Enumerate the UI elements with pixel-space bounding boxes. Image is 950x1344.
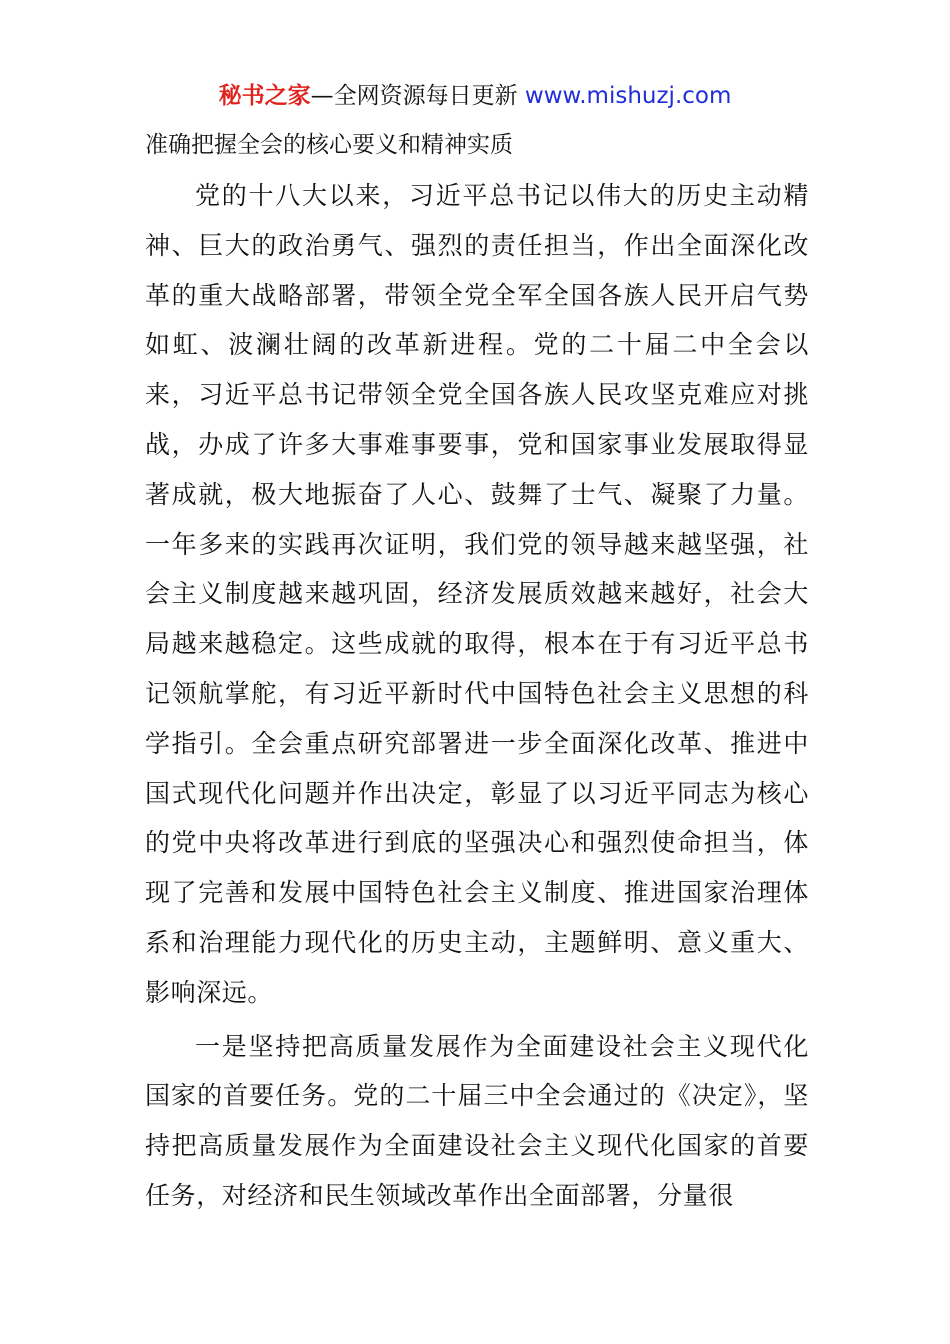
site-url-link[interactable]: www.mishuzj.com (524, 83, 732, 109)
site-brand: 秘书之家 (218, 83, 311, 109)
paragraph: 党的十八大以来，习近平总书记以伟大的历史主动精神、巨大的政治勇气、强烈的责任担当，作出全面深化改革的重大战略部署，带领全党全军全国各族人民开启气势如虹、波澜壮阔的改革新进程。党的二十届二中全会以来，习近平总书记带领全党全国各族人民攻坚克难应对挑战，办成了许多大事难事要事，党和国家事业发展取得显著成就，极大地振奋了人心、鼓舞了士气、凝聚了力量。一年多来的实践再次证明，我们党的领导越来越坚强，社会主义制度越来越巩固，经济发展质效越来越好，社会大局越来越稳定。这些成就的取得，根本在于有习近平总书记领航掌舵，有习近平新时代中国特色社会主义思想的科学指引。全会重点研究部署进一步全面深化改革、推进中国式现代化问题并作出决定，彰显了以习近平同志为核心的党中央将改革进行到底的坚强决心和强烈使命担当，体现了完善和发展中国特色社会主义制度、推进国家治理体系和治理能力现代化的历史主动，主题鲜明、意义重大、影响深远。 (145, 181, 809, 1007)
section-subtitle: 准确把握全会的核心要义和精神实质 (145, 132, 513, 158)
document-body (145, 171, 809, 1225)
site-header (0, 80, 950, 112)
site-tagline: —全网资源每日更新 (310, 83, 525, 109)
paragraph: 一是坚持把高质量发展作为全面建设社会主义现代化国家的首要任务。党的二十届三中全会通过的《决定》，坚持把高质量发展作为全面建设社会主义现代化国家的首要任务，对经济和民生领域改革作出全面部署，分量很 (145, 1031, 809, 1210)
